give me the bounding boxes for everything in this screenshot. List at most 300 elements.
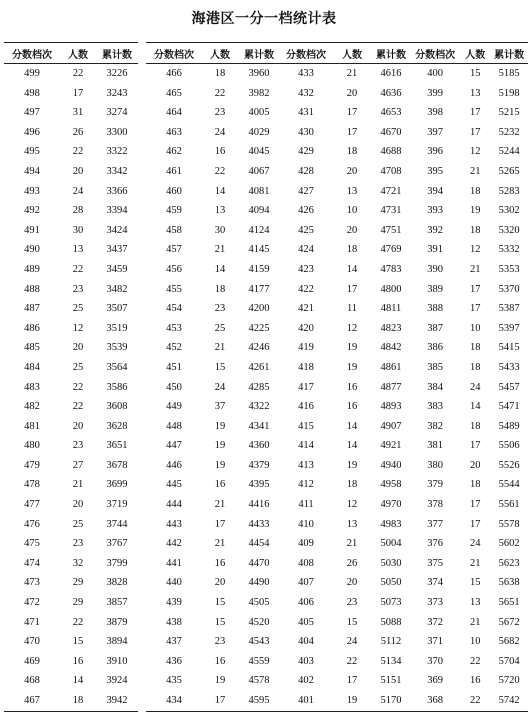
cumulative-cell: 4520	[248, 616, 270, 628]
score-cell: 476	[24, 518, 40, 530]
cumulative-cell: 5112	[380, 636, 402, 648]
table-row	[278, 652, 412, 672]
score-cell: 479	[24, 459, 40, 471]
table-row	[4, 554, 138, 574]
table-row	[146, 436, 280, 456]
score-cell: 484	[24, 361, 40, 373]
cumulative-cell: 3437	[106, 244, 128, 256]
score-cell: 475	[24, 538, 40, 550]
table-row	[278, 280, 412, 300]
cumulative-cell: 5602	[498, 538, 520, 550]
count-cell: 18	[214, 68, 226, 79]
score-cell: 415	[298, 420, 314, 432]
count-cell: 16	[214, 479, 226, 491]
table-row	[4, 671, 138, 691]
cumulative-cell: 5088	[380, 616, 402, 628]
count-cell: 17	[470, 107, 481, 119]
score-cell: 431	[298, 107, 314, 119]
score-cell: 370	[427, 655, 443, 667]
cumulative-cell: 5050	[380, 577, 402, 589]
header-cumulative: 累计数	[370, 43, 412, 64]
cumulative-cell: 5651	[498, 597, 520, 609]
cumulative-cell: 4416	[248, 499, 270, 511]
score-cell: 457	[166, 244, 182, 256]
score-cell: 401	[278, 691, 334, 711]
cumulative-cell: 5397	[498, 322, 520, 334]
table-row	[410, 260, 528, 280]
count-cell: 21	[214, 244, 226, 256]
table-row	[278, 162, 412, 182]
count-cell: 17	[346, 126, 358, 138]
table-row	[4, 613, 138, 633]
cumulative-cell: 4505	[248, 597, 270, 609]
score-cell: 452	[166, 342, 182, 354]
count-cell: 19	[470, 205, 481, 217]
cumulative-cell: 4653	[380, 107, 402, 119]
table-row	[278, 221, 412, 241]
cumulative-cell: 5433	[498, 361, 520, 373]
score-table-3	[278, 42, 412, 712]
header-cumulative: 累计数	[490, 43, 528, 64]
score-cell: 416	[298, 401, 314, 413]
score-cell: 374	[427, 577, 443, 589]
cumulative-cell: 3226	[106, 68, 128, 79]
count-cell: 37	[214, 401, 226, 413]
count-cell: 17	[470, 440, 481, 452]
score-cell: 425	[298, 224, 314, 236]
score-cell: 429	[298, 146, 314, 158]
score-cell: 464	[166, 107, 182, 119]
table-row	[278, 299, 412, 319]
count-cell: 25	[72, 303, 84, 315]
score-cell: 485	[24, 342, 40, 354]
table-row	[410, 652, 528, 672]
count-cell: 18	[470, 479, 481, 491]
table-row	[278, 103, 412, 123]
table-row	[146, 358, 280, 378]
table-row	[4, 495, 138, 515]
cumulative-cell: 4877	[380, 381, 402, 393]
table-row	[146, 221, 280, 241]
cumulative-cell: 5004	[380, 538, 402, 550]
count-cell: 20	[214, 577, 226, 589]
count-cell: 22	[214, 165, 226, 177]
table-row	[410, 123, 528, 143]
table-row	[410, 280, 528, 300]
count-cell: 23	[72, 440, 84, 452]
table-row	[4, 221, 138, 241]
score-cell: 466	[166, 68, 182, 79]
count-cell: 18	[470, 420, 481, 432]
cumulative-cell: 4751	[380, 224, 402, 236]
count-cell: 18	[470, 342, 481, 354]
score-cell: 427	[298, 185, 314, 197]
count-cell: 21	[470, 616, 481, 628]
score-cell: 373	[427, 597, 443, 609]
table-row	[146, 182, 280, 202]
count-cell: 21	[346, 68, 358, 79]
cumulative-cell: 4616	[380, 68, 402, 79]
score-cell: 395	[427, 165, 443, 177]
header-score: 分数档次	[4, 43, 60, 64]
cumulative-cell: 4958	[380, 479, 402, 491]
table-row	[4, 573, 138, 593]
score-cell: 400	[427, 68, 443, 79]
cumulative-cell: 4823	[380, 322, 402, 334]
count-cell: 17	[470, 126, 481, 138]
table-row	[4, 201, 138, 221]
table-row	[278, 260, 412, 280]
count-cell: 17	[346, 675, 358, 687]
count-cell: 15	[214, 361, 226, 373]
score-cell: 383	[427, 401, 443, 413]
score-cell: 389	[427, 283, 443, 295]
table-row	[410, 182, 528, 202]
cumulative-cell: 5489	[498, 420, 520, 432]
cumulative-cell: 5170	[370, 691, 412, 711]
count-cell: 13	[346, 185, 358, 197]
table-row	[4, 182, 138, 202]
cumulative-cell: 5353	[498, 263, 520, 275]
score-cell: 448	[166, 420, 182, 432]
header-score: 分数档次	[278, 43, 334, 64]
score-cell: 391	[427, 244, 443, 256]
count-cell: 12	[72, 322, 84, 334]
table-row	[278, 613, 412, 633]
score-cell: 432	[298, 87, 314, 99]
table-row	[410, 64, 528, 84]
cumulative-cell: 4907	[380, 420, 402, 432]
score-cell: 450	[166, 381, 182, 393]
score-cell: 406	[298, 597, 314, 609]
score-cell: 382	[427, 420, 443, 432]
cumulative-cell: 5471	[498, 401, 520, 413]
count-cell: 12	[346, 322, 358, 334]
table-row	[146, 123, 280, 143]
table-row	[410, 495, 528, 515]
table-row	[4, 515, 138, 535]
score-cell: 407	[298, 577, 314, 589]
table-row	[278, 378, 412, 398]
score-cell: 377	[427, 518, 443, 530]
score-cell: 440	[166, 577, 182, 589]
cumulative-cell: 5720	[498, 675, 520, 687]
count-cell: 17	[470, 499, 481, 511]
score-cell: 422	[298, 283, 314, 295]
count-cell: 21	[470, 557, 481, 569]
table-row	[4, 691, 138, 711]
cumulative-cell: 5526	[498, 459, 520, 471]
score-cell: 398	[427, 107, 443, 119]
cumulative-cell: 4893	[380, 401, 402, 413]
table-row	[146, 142, 280, 162]
cumulative-cell: 3894	[106, 636, 128, 648]
score-cell: 480	[24, 440, 40, 452]
cumulative-cell: 4029	[248, 126, 270, 138]
count-cell: 19	[334, 691, 370, 711]
cumulative-cell: 4636	[380, 87, 402, 99]
score-cell: 390	[427, 263, 443, 275]
cumulative-cell: 4490	[248, 577, 270, 589]
score-cell: 467	[4, 691, 60, 711]
cumulative-cell: 5265	[498, 165, 520, 177]
table-row	[410, 338, 528, 358]
table-row	[146, 84, 280, 104]
count-cell: 21	[214, 499, 226, 511]
table-row	[278, 534, 412, 554]
count-cell: 22	[72, 401, 84, 413]
count-cell: 10	[470, 636, 481, 648]
table-row	[410, 84, 528, 104]
table-row	[146, 593, 280, 613]
score-cell: 420	[298, 322, 314, 334]
score-cell: 469	[24, 655, 40, 667]
score-cell: 460	[166, 185, 182, 197]
score-cell: 379	[427, 479, 443, 491]
score-cell: 417	[298, 381, 314, 393]
cumulative-cell: 3799	[106, 557, 128, 569]
cumulative-cell: 4731	[380, 205, 402, 217]
table-row	[410, 613, 528, 633]
table-row	[146, 475, 280, 495]
count-cell: 14	[214, 263, 226, 275]
count-cell: 23	[72, 538, 84, 550]
table-header-row	[410, 43, 528, 64]
score-cell: 459	[166, 205, 182, 217]
cumulative-cell: 5320	[498, 224, 520, 236]
cumulative-cell: 4081	[248, 185, 270, 197]
cumulative-cell: 5232	[498, 126, 520, 138]
table-row	[4, 456, 138, 476]
cumulative-cell: 3719	[106, 499, 128, 511]
cumulative-cell: 4811	[380, 303, 402, 315]
table-row	[4, 280, 138, 300]
table-row	[4, 475, 138, 495]
count-cell: 17	[214, 518, 226, 530]
score-cell: 438	[166, 616, 182, 628]
count-cell: 23	[214, 636, 226, 648]
cumulative-cell: 3857	[106, 597, 128, 609]
count-cell: 14	[346, 420, 358, 432]
count-cell: 18	[470, 224, 481, 236]
count-cell: 19	[346, 342, 358, 354]
cumulative-cell: 3519	[106, 322, 128, 334]
count-cell: 22	[214, 87, 226, 99]
score-cell: 451	[166, 361, 182, 373]
count-cell: 22	[470, 655, 481, 667]
count-cell: 13	[346, 518, 358, 530]
cumulative-cell: 4559	[248, 655, 270, 667]
score-cell: 472	[24, 597, 40, 609]
cumulative-cell: 3678	[106, 459, 128, 471]
score-cell: 413	[298, 459, 314, 471]
cumulative-cell: 4225	[248, 322, 270, 334]
count-cell: 13	[470, 87, 481, 99]
header-cumulative: 累计数	[238, 43, 280, 64]
count-cell: 16	[346, 401, 358, 413]
table-row	[4, 84, 138, 104]
score-cell: 465	[166, 87, 182, 99]
cumulative-cell: 4578	[248, 675, 270, 687]
table-row	[4, 378, 138, 398]
table-row	[278, 64, 412, 84]
score-cell: 388	[427, 303, 443, 315]
page-title: 海港区一分一档统计表	[191, 11, 337, 27]
cumulative-cell: 4200	[248, 303, 270, 315]
score-cell: 375	[427, 557, 443, 569]
table-row	[278, 182, 412, 202]
cumulative-cell: 5134	[380, 655, 402, 667]
count-cell: 10	[346, 205, 358, 217]
count-cell: 20	[72, 499, 84, 511]
score-cell: 423	[298, 263, 314, 275]
score-cell: 384	[427, 381, 443, 393]
score-cell: 497	[24, 107, 40, 119]
score-cell: 498	[24, 87, 40, 99]
count-cell: 25	[72, 361, 84, 373]
score-cell: 399	[427, 87, 443, 99]
score-cell: 447	[166, 440, 182, 452]
table-row	[4, 123, 138, 143]
score-cell: 468	[24, 675, 40, 687]
count-cell: 21	[470, 165, 481, 177]
table-row	[410, 358, 528, 378]
table-row	[410, 456, 528, 476]
count-cell: 18	[470, 361, 481, 373]
cumulative-cell: 3424	[106, 224, 128, 236]
header-count: 人数	[202, 43, 238, 64]
count-cell: 17	[346, 283, 358, 295]
count-cell: 24	[214, 126, 226, 138]
table-row	[4, 397, 138, 417]
count-cell: 23	[72, 283, 84, 295]
table-row	[410, 378, 528, 398]
count-cell: 27	[72, 459, 84, 471]
table-header-row	[4, 43, 138, 64]
count-cell: 22	[346, 655, 358, 667]
score-cell: 404	[298, 636, 314, 648]
score-cell: 381	[427, 440, 443, 452]
table-row	[146, 397, 280, 417]
count-cell: 19	[346, 361, 358, 373]
cumulative-cell: 3366	[106, 185, 128, 197]
score-cell: 385	[427, 361, 443, 373]
table-row	[146, 495, 280, 515]
cumulative-cell: 5682	[498, 636, 520, 648]
score-cell: 470	[24, 636, 40, 648]
table-row	[146, 260, 280, 280]
count-cell: 17	[202, 691, 238, 711]
cumulative-cell: 4246	[248, 342, 270, 354]
score-cell: 458	[166, 224, 182, 236]
table-row	[4, 632, 138, 652]
cumulative-cell: 4159	[248, 263, 270, 275]
score-cell: 402	[298, 675, 314, 687]
table-row	[146, 338, 280, 358]
cumulative-cell: 3960	[248, 68, 270, 79]
table-row	[278, 475, 412, 495]
table-row	[146, 515, 280, 535]
cumulative-cell: 4177	[248, 283, 270, 295]
score-cell: 376	[427, 538, 443, 550]
score-cell: 418	[298, 361, 314, 373]
cumulative-cell: 5215	[498, 107, 520, 119]
table-row	[278, 456, 412, 476]
count-cell: 24	[470, 381, 481, 393]
score-cell: 387	[427, 322, 443, 334]
score-cell: 462	[166, 146, 182, 158]
count-cell: 22	[72, 381, 84, 393]
count-cell: 24	[470, 538, 481, 550]
count-cell: 13	[214, 205, 226, 217]
score-cell: 410	[298, 518, 314, 530]
count-cell: 16	[470, 675, 481, 687]
table-row	[410, 671, 528, 691]
table-row	[278, 436, 412, 456]
table-row	[4, 142, 138, 162]
count-cell: 21	[470, 263, 481, 275]
header-count: 人数	[334, 43, 370, 64]
score-cell: 369	[427, 675, 443, 687]
header-count: 人数	[460, 43, 490, 64]
count-cell: 18	[346, 479, 358, 491]
table-row	[4, 358, 138, 378]
header-count: 人数	[60, 43, 96, 64]
count-cell: 16	[214, 146, 226, 158]
score-cell: 463	[166, 126, 182, 138]
score-cell: 445	[166, 479, 182, 491]
table-row	[410, 240, 528, 260]
table-row	[4, 64, 138, 84]
cumulative-cell: 3322	[106, 146, 128, 158]
cumulative-cell: 4094	[248, 205, 270, 217]
count-cell: 22	[72, 263, 84, 275]
score-cell: 477	[24, 499, 40, 511]
count-cell: 14	[72, 675, 84, 687]
table-row	[146, 201, 280, 221]
cumulative-cell: 5370	[498, 283, 520, 295]
table-row	[146, 534, 280, 554]
cumulative-cell: 5578	[498, 518, 520, 530]
header-cumulative: 累计数	[96, 43, 138, 64]
table-row	[410, 593, 528, 613]
score-cell: 409	[298, 538, 314, 550]
count-cell: 12	[470, 244, 481, 256]
cumulative-cell: 3586	[106, 381, 128, 393]
cumulative-cell: 4322	[248, 401, 270, 413]
count-cell: 18	[60, 691, 96, 711]
table-row	[410, 417, 528, 437]
table-row	[410, 299, 528, 319]
count-cell: 16	[214, 655, 226, 667]
cumulative-cell: 5151	[380, 675, 402, 687]
score-table-4	[410, 42, 528, 712]
cumulative-cell: 3482	[106, 283, 128, 295]
score-cell: 487	[24, 303, 40, 315]
score-cell: 495	[24, 146, 40, 158]
cumulative-cell: 5283	[498, 185, 520, 197]
cumulative-cell: 4783	[380, 263, 402, 275]
table-row	[146, 299, 280, 319]
table-row	[4, 319, 138, 339]
cumulative-cell: 4940	[380, 459, 402, 471]
cumulative-cell: 5672	[498, 616, 520, 628]
score-cell: 474	[24, 557, 40, 569]
table-row	[146, 64, 280, 84]
cumulative-cell: 4670	[380, 126, 402, 138]
cumulative-cell: 5387	[498, 303, 520, 315]
cumulative-cell: 3651	[106, 440, 128, 452]
